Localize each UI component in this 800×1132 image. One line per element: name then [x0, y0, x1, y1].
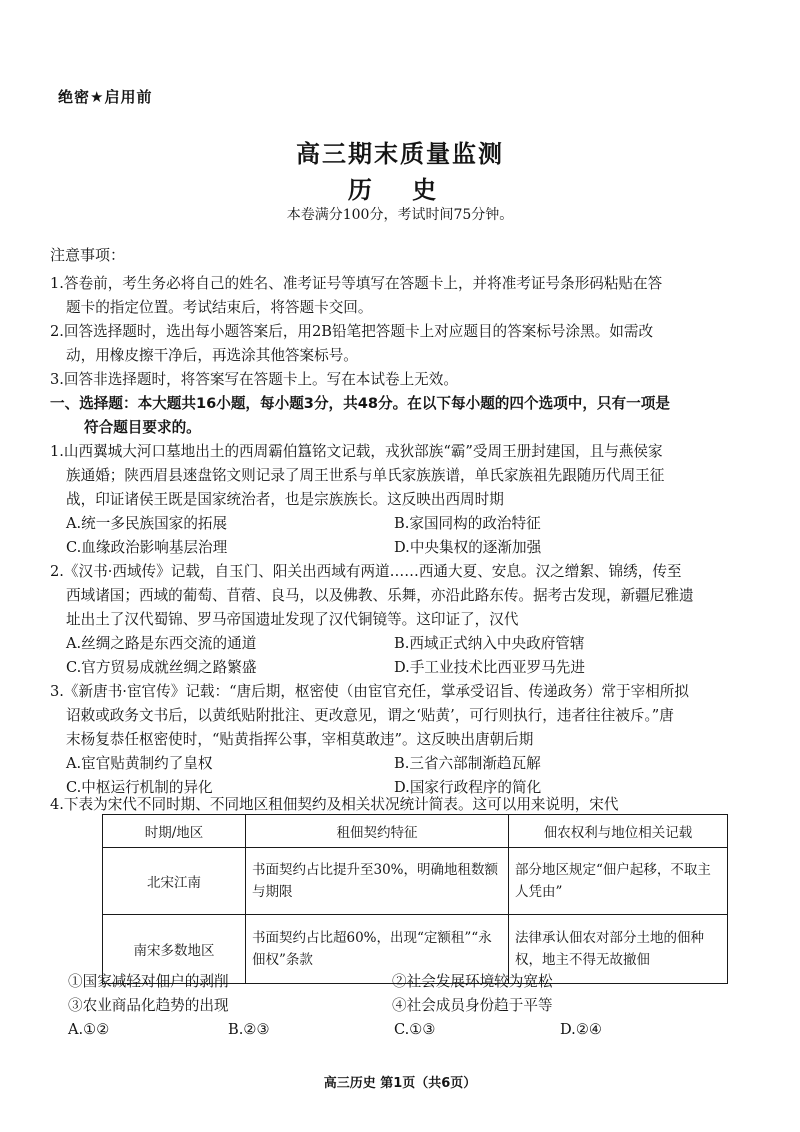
- question-1-stem: 族通婚；陕西眉县逨盘铭文则记录了周王世系与单氏家族族谱，单氏家族祖先跟随历代周王征: [66, 467, 665, 484]
- question-3-stem: 末杨复恭任枢密使时，“贴黄指挥公事，宰相莫敢违”。这反映出唐朝后期: [66, 731, 534, 748]
- question-3-option-d: D.国家行政程序的简化: [394, 779, 542, 796]
- question-1-stem: 战，印证诸侯王既是国家统治者，也是宗族族长。这反映出西周时期: [66, 491, 504, 508]
- section-heading: 一、选择题：本大题共16小题，每小题3分，共48分。在以下每小题的四个选项中，只有一项是: [50, 395, 670, 412]
- question-1-option-b: B.家国同构的政治特征: [394, 515, 541, 532]
- question-2-option-c: C.官方贸易成就丝绸之路繁盛: [66, 659, 257, 676]
- section-heading-cont: 符合题目要求的。: [84, 419, 201, 436]
- question-1-option-d: D.中央集权的逐渐加强: [394, 539, 542, 556]
- confidential-label: 绝密★启用前: [58, 88, 153, 106]
- question-2-option-a: A.丝绸之路是东西交流的通道: [66, 635, 257, 652]
- table-header-cell: 时期/地区: [103, 815, 246, 848]
- question-4-option-c: C.①③: [394, 1021, 436, 1038]
- question-4-option-d: D.②④: [560, 1021, 602, 1038]
- notes-heading: 注意事项：: [50, 246, 126, 264]
- table-cell-rights: 部分地区规定“佃户起移，不取主人凭由”: [509, 848, 728, 915]
- question-4-stem: 4.下表为宋代不同时期、不同地区租佃契约及相关状况统计简表。这可以用来说明，宋代: [50, 796, 619, 813]
- notes-line: 动，用橡皮擦干净后，再选涂其他答案标号。: [66, 347, 358, 364]
- page-title: 高三期末质量监测: [296, 140, 504, 168]
- question-4-statement-2: ②社会发展环境较为宽松: [392, 973, 553, 990]
- question-3-option-b: B.三省六部制渐趋瓦解: [394, 755, 541, 772]
- question-1-option-a: A.统一多民族国家的拓展: [66, 515, 228, 532]
- page-footer: 高三历史 第1页（共6页）: [323, 1076, 477, 1091]
- question-4-statement-4: ④社会成员身份趋于平等: [392, 997, 553, 1014]
- question-2-option-b: B.西域正式纳入中央政府管辖: [394, 635, 585, 652]
- question-3-stem: 诏敕或政务文书后，以黄纸贴附批注、更改意见，谓之‘贴黄’，可行则执行，违者往往被斥。”唐: [66, 707, 674, 724]
- question-2-option-d: D.手工业技术比西亚罗马先进: [394, 659, 585, 676]
- table-cell-feature: 书面契约占比提升至30%，明确地租数额与期限: [246, 848, 509, 915]
- question-4-statement-3: ③农业商品化趋势的出现: [68, 997, 229, 1014]
- table-header-row: [103, 815, 728, 848]
- notes-line: 2.回答选择题时，选出每小题答案后，用2B铅笔把答题卡上对应题目的答案标号涂黑。如需改: [50, 323, 654, 340]
- score-info: 本卷满分100分，考试时间75分钟。: [286, 207, 514, 223]
- question-3-option-c: C.中枢运行机制的异化: [66, 779, 213, 796]
- table-cell-region: 南宋多数地区: [103, 915, 246, 984]
- subject-title: 历 史: [347, 176, 453, 204]
- table-header-cell: 佃农权利与地位相关记载: [509, 815, 728, 848]
- question-4-option-a: A.①②: [68, 1021, 110, 1038]
- question-3-stem: 3.《新唐书·宦官传》记载：“唐后期，枢密使（由宦官充任，掌承受诏旨、传递政务）常于宰相所拟: [50, 683, 689, 700]
- table-row: [103, 848, 728, 915]
- table-cell-feature: 书面契约占比超60%，出现“定额租”“永佃权”条款: [246, 915, 509, 984]
- question-2-stem: 西域诸国；西域的葡萄、苜蓿、良马，以及佛教、乐舞，亦沿此路东传。据考古发现，新疆尼雅遗: [66, 587, 694, 604]
- question-2-stem: 2.《汉书·西域传》记载，自玉门、阳关出西域有两道……西通大夏、安息。汉之缯絮、锦绣，传至: [50, 563, 682, 580]
- table-cell-rights: 法律承认佃农对部分土地的佃种权，地主不得无故撤佃: [509, 915, 728, 984]
- notes-line: 3.回答非选择题时，将答案写在答题卡上。写在本试卷上无效。: [50, 371, 458, 388]
- question-2-stem: 址出土了汉代蜀锦、罗马帝国遗址发现了汉代铜镜等。这印证了，汉代: [66, 611, 519, 628]
- question-3-option-a: A.宦官贴黄制约了皇权: [66, 755, 213, 772]
- tenancy-table: [102, 814, 728, 984]
- question-1-stem: 1.山西翼城大河口墓地出土的西周霸伯簋铭文记载，戎狄部族“霸”受周王册封建国，且与燕侯家: [50, 443, 663, 460]
- notes-line: 1.答卷前，考生务必将自己的姓名、准考证号等填写在答题卡上，并将准考证号条形码粘贴在答: [50, 275, 663, 292]
- notes-line: 题卡的指定位置。考试结束后，将答题卡交回。: [66, 299, 373, 316]
- table-cell-region: 北宋江南: [103, 848, 246, 915]
- question-4-option-b: B.②③: [228, 1021, 270, 1038]
- question-1-option-c: C.血缘政治影响基层治理: [66, 539, 228, 556]
- table-header-cell: 租佃契约特征: [246, 815, 509, 848]
- question-4-statement-1: ①国家减轻对佃户的剥削: [68, 973, 229, 990]
